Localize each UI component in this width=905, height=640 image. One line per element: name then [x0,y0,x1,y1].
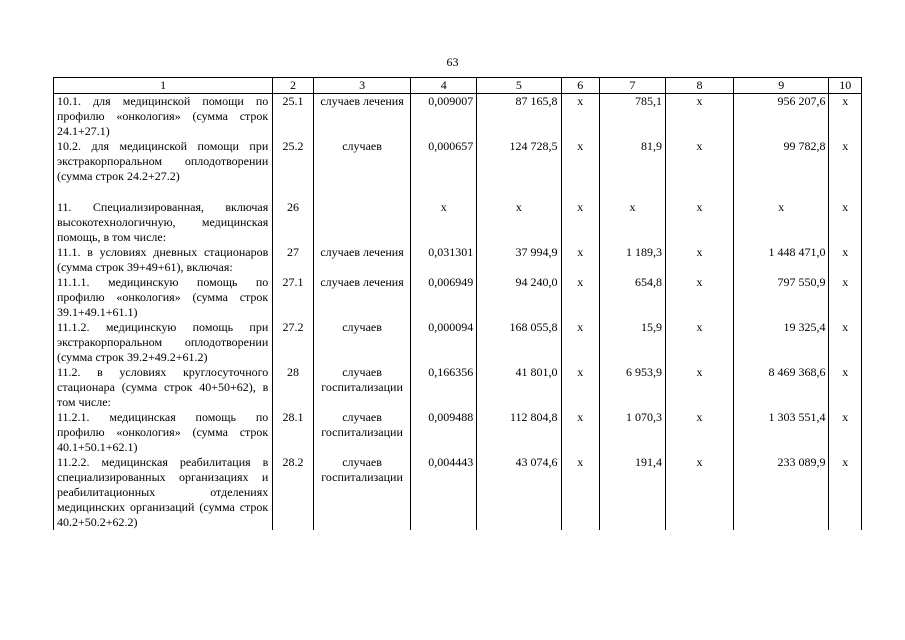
row-line-number: 27 [273,245,314,275]
row-cell: х [561,245,600,275]
row-unit: случаев госпитализации [313,455,410,530]
row-cell: 8 469 368,6 [734,365,829,410]
row-unit: случаев лечения [313,245,410,275]
data-table [53,77,862,530]
row-cell: х [561,320,600,365]
row-cell: 0,009488 [411,410,477,455]
row-line-number: 27.2 [273,320,314,365]
table-row [54,455,862,530]
column-header: 6 [561,78,600,94]
row-unit: случаев [313,320,410,365]
row-cell: 43 074,6 [477,455,561,530]
table-row [54,200,862,245]
row-cell: 1 189,3 [600,245,666,275]
row-cell: 1 448 471,0 [734,245,829,275]
spacer-row [54,184,862,200]
row-name: 10.1. для медицинской помощи по профилю «онкология» (сумма строк 24.1+27.1) [54,94,273,140]
row-cell: 1 303 551,4 [734,410,829,455]
row-cell: 0,004443 [411,455,477,530]
table-row [54,245,862,275]
row-cell: х [829,94,862,140]
header-row [54,78,862,94]
row-cell: х [561,94,600,140]
row-cell: 94 240,0 [477,275,561,320]
row-unit: случаев [313,139,410,184]
row-cell: х [829,139,862,184]
row-cell: х [666,139,734,184]
row-name: 11.2.2. медицинская реабилитация в специализированных организациях и реабилитационных отделениях медицинских организаций (сумма строк 40.2+50.2+62.2) [54,455,273,530]
row-cell: х [734,200,829,245]
row-name: 11.1.2. медицинскую помощь при экстракорпоральном оплодотворении (сумма строк 39.2+49.2+61.2) [54,320,273,365]
table-body [54,94,862,531]
table-header [54,78,862,94]
row-cell: х [829,200,862,245]
row-unit: случаев лечения [313,275,410,320]
row-name: 10.2. для медицинской помощи при экстракорпоральном оплодотворении (сумма строк 24.2+27.2) [54,139,273,184]
row-cell: 6 953,9 [600,365,666,410]
column-header: 3 [313,78,410,94]
row-unit: случаев госпитализации [313,410,410,455]
row-cell: х [561,275,600,320]
row-cell: х [829,320,862,365]
row-cell: х [829,245,862,275]
row-cell: 124 728,5 [477,139,561,184]
column-header: 1 [54,78,273,94]
row-cell: х [666,455,734,530]
row-cell: 233 089,9 [734,455,829,530]
row-cell: х [666,410,734,455]
column-header: 9 [734,78,829,94]
row-line-number: 27.1 [273,275,314,320]
row-cell: 19 325,4 [734,320,829,365]
row-cell: х [561,139,600,184]
row-cell: 87 165,8 [477,94,561,140]
row-cell: 15,9 [600,320,666,365]
page-number: 63 [446,55,459,69]
row-cell: х [666,94,734,140]
table-row [54,365,862,410]
row-cell: х [561,200,600,245]
table-row [54,410,862,455]
row-cell: х [666,245,734,275]
table-row [54,320,862,365]
row-name: 11.2. в условиях круглосуточного стационара (сумма строк 40+50+62), в том числе: [54,365,273,410]
row-cell: 99 782,8 [734,139,829,184]
table-row [54,139,862,184]
row-cell: х [829,275,862,320]
row-cell: х [561,410,600,455]
row-cell: 81,9 [600,139,666,184]
row-unit [313,200,410,245]
column-header: 10 [829,78,862,94]
row-line-number: 25.2 [273,139,314,184]
column-header: 2 [273,78,314,94]
row-line-number: 28 [273,365,314,410]
row-cell: х [477,200,561,245]
row-cell: 956 207,6 [734,94,829,140]
row-cell: х [561,455,600,530]
row-cell: х [411,200,477,245]
row-cell: х [666,365,734,410]
table-row [54,275,862,320]
row-cell: 1 070,3 [600,410,666,455]
row-cell: 112 804,8 [477,410,561,455]
row-cell: х [666,200,734,245]
row-cell: х [829,455,862,530]
row-line-number: 25.1 [273,94,314,140]
row-cell: 37 994,9 [477,245,561,275]
row-cell: 41 801,0 [477,365,561,410]
row-line-number: 28.2 [273,455,314,530]
row-cell: 797 550,9 [734,275,829,320]
row-name: 11.1.1. медицинскую помощь по профилю «онкология» (сумма строк 39.1+49.1+61.1) [54,275,273,320]
row-cell: 0,031301 [411,245,477,275]
column-header: 4 [411,78,477,94]
row-unit: случаев лечения [313,94,410,140]
row-cell: х [666,275,734,320]
row-cell: 0,006949 [411,275,477,320]
column-header: 5 [477,78,561,94]
row-cell: х [666,320,734,365]
column-header: 8 [666,78,734,94]
row-name: 11.2.1. медицинская помощь по профилю «онкология» (сумма строк 40.1+50.1+62.1) [54,410,273,455]
row-cell: х [829,410,862,455]
row-cell: 0,166356 [411,365,477,410]
row-cell: 191,4 [600,455,666,530]
column-header: 7 [600,78,666,94]
row-cell: 654,8 [600,275,666,320]
row-cell: х [829,365,862,410]
row-name: 11. Специализированная, включая высокотехнологичную, медицинская помощь, в том числе: [54,200,273,245]
row-cell: х [561,365,600,410]
row-cell: 0,009007 [411,94,477,140]
row-cell: х [600,200,666,245]
row-cell: 168 055,8 [477,320,561,365]
row-cell: 785,1 [600,94,666,140]
row-line-number: 26 [273,200,314,245]
row-name: 11.1. в условиях дневных стационаров (сумма строк 39+49+61), включая: [54,245,273,275]
row-line-number: 28.1 [273,410,314,455]
row-cell: 0,000094 [411,320,477,365]
row-cell: 0,000657 [411,139,477,184]
table-row [54,94,862,140]
row-unit: случаев госпитализации [313,365,410,410]
